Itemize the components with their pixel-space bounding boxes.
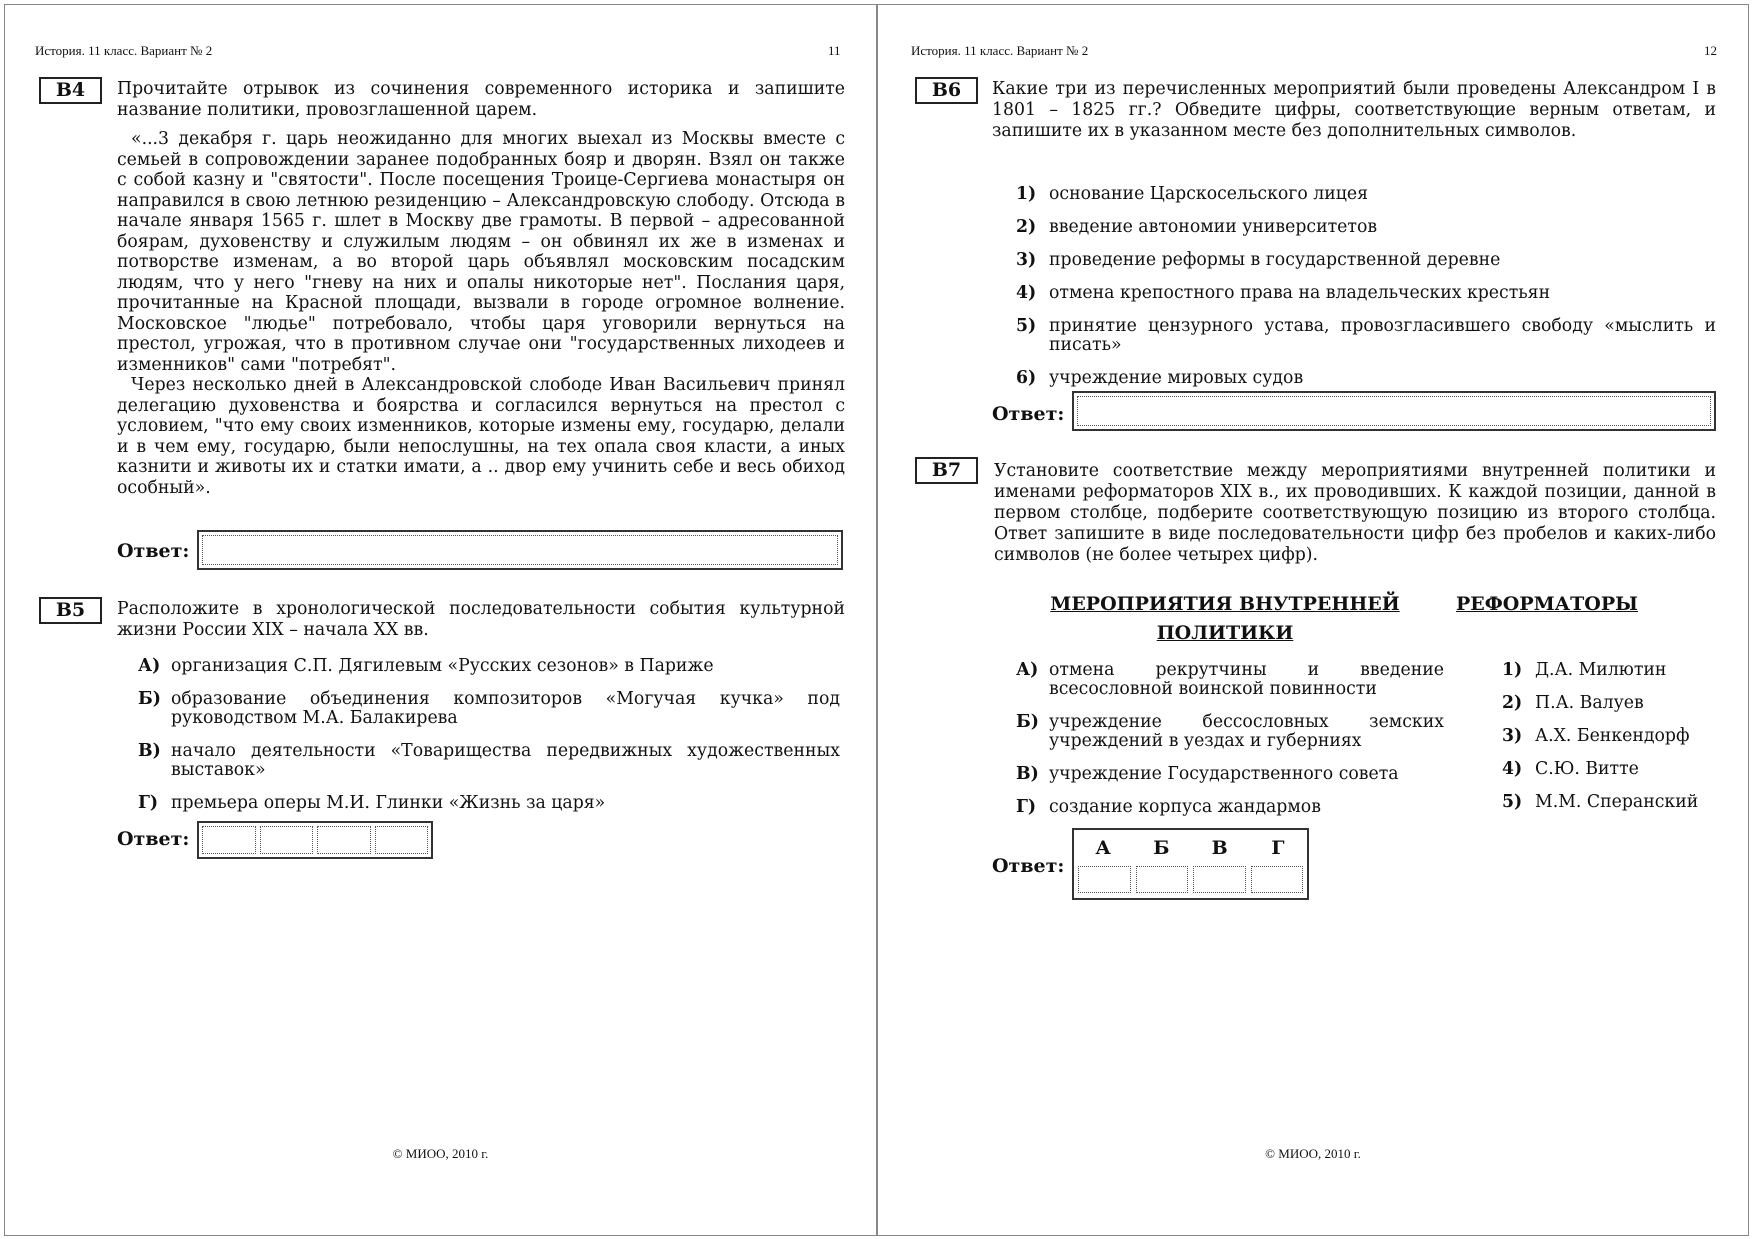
grid-header: В: [1211, 837, 1228, 859]
list-item: В) начало деятельности «Товарищества передвижных художественных выставок»: [138, 741, 840, 780]
answer-field-b4[interactable]: [197, 530, 843, 570]
question-label-b4: В4: [39, 77, 102, 104]
list-item: 3) А.Х. Бенкендорф: [1502, 726, 1690, 746]
list-item: 5) М.М. Сперанский: [1502, 792, 1699, 812]
page-footer: © МИОО, 2010 г.: [1265, 1146, 1361, 1161]
list-item: 6) учреждение мировых судов: [1016, 368, 1304, 388]
answer-label-b4: Ответ:: [117, 540, 190, 562]
list-item: 4) С.Ю. Витте: [1502, 759, 1639, 779]
answer-cell[interactable]: [202, 826, 256, 854]
answer-field-b6[interactable]: [1072, 391, 1716, 431]
answer-label-b6: Ответ:: [992, 403, 1065, 425]
answer-cell[interactable]: [1251, 866, 1304, 893]
answer-label-b5: Ответ:: [117, 828, 190, 850]
list-item: В) учреждение Государственного совета: [1016, 764, 1399, 784]
answer-cell[interactable]: [1078, 866, 1131, 893]
answer-cell[interactable]: [317, 826, 371, 854]
list-item: 5) принятие цензурного устава, провозгласившего свободу «мыслить и писать»: [1016, 316, 1716, 355]
answer-cells-b5[interactable]: [197, 821, 433, 859]
b7-reformers: [1502, 661, 1722, 826]
column-title-measures: МЕРОПРИЯТИЯ ВНУТРЕННЕЙ ПОЛИТИКИ: [1050, 593, 1400, 644]
column-title-reformers: РЕФОРМАТОРЫ: [1456, 593, 1638, 615]
page-footer: © МИОО, 2010 г.: [392, 1146, 489, 1161]
grid-header: Б: [1153, 837, 1170, 859]
question-label-b7: В7: [915, 457, 978, 484]
question-b5-text: Расположите в хронологической последовательности события культурной жизни России XIX – начала XX вв.: [117, 599, 845, 640]
list-item: 1) основание Царскосельского лицея: [1016, 184, 1368, 204]
list-item: А) отмена рекрутчины и введение всесословной воинской повинности: [1016, 660, 1444, 699]
excerpt-paragraph-2: Через несколько дней в Александровской слободе Иван Васильевич принял делегацию духовенства и боярства и согласился вернуться на престол с условием, "что ему своих изменников, которые измены ему, государю, делали и в чем ему, государю, были непослушны, на тех опала своя класти, а иных казнити и животы их и статки имати, а .. двор ему учинить себе и весь обиход особный».: [117, 375, 845, 498]
question-b4-text: Прочитайте отрывок из сочинения современного историка и запишите название политики, провозглашенной царем.: [117, 79, 845, 120]
question-label-b6: В6: [915, 77, 978, 104]
question-b6-text: Какие три из перечисленных мероприятий были проведены Александром I в 1801 – 1825 гг.? Обведите цифры, соответствующие верным ответам, и запишите их в указанном месте без дополнительных символов.: [992, 79, 1716, 141]
page-header: История. 11 класс. Вариант № 2: [911, 43, 1089, 58]
right-page: [877, 4, 1749, 1236]
list-item: Б) образование объединения композиторов «Могучая кучка» под руководством М.А. Балакирева: [138, 689, 840, 728]
answer-label-b7: Ответ:: [992, 855, 1065, 877]
list-item: 3) проведение реформы в государственной деревне: [1016, 250, 1501, 270]
excerpt-paragraph-1: «...3 декабря г. царь неожиданно для многих выехал из Москвы вместе с семьей в сопровождении заранее подобранных бояр и дворян. Взял он также с собой казну и "святости". После посещения Троице-Сергиева монастыря он направился в свою летнюю резиденцию – Александровскую слободу. Отсюда в начале января 1565 г. шлет в Москву две грамоты. В первой – адресованной боярам, духовенству и служилым людям – он обвинял их же в изменах и потворстве изменам, а во второй царь объявлял московским посадским людям, что у него "гневу на них и опалы никоторые нет". Послания царя, прочитанные на Красной площади, вызвали в городе огромное волнение. Московское "людье" потребовало, чтобы царя уговорили вернуться на престол, угрожая, что в противном случае они "государственных лиходеев и изменников" сами "потребят".: [117, 129, 845, 375]
answer-grid-b7: [1072, 828, 1309, 900]
answer-cell[interactable]: [1193, 866, 1246, 893]
answer-cell[interactable]: [1136, 866, 1189, 893]
list-item: Г) премьера оперы М.И. Глинки «Жизнь за царя»: [138, 793, 606, 813]
list-item: А) организация С.П. Дягилевым «Русских сезонов» в Париже: [138, 656, 714, 676]
page-header: История. 11 класс. Вариант № 2: [35, 43, 213, 58]
list-item: 4) отмена крепостного права на владельческих крестьян: [1016, 283, 1551, 303]
answer-cell[interactable]: [375, 826, 429, 854]
page-number: 11: [828, 43, 841, 58]
grid-header: Г: [1271, 837, 1285, 859]
grid-header: А: [1095, 837, 1111, 859]
page-number: 12: [1704, 43, 1717, 58]
b6-options: [1016, 185, 1716, 402]
list-item: 2) П.А. Валуев: [1502, 693, 1644, 713]
list-item: Б) учреждение бессословных земских учреждений в уездах и губерниях: [1016, 712, 1444, 751]
list-item: 1) Д.А. Милютин: [1502, 660, 1667, 680]
b7-measures: [1016, 661, 1444, 831]
b5-options: [138, 657, 840, 827]
list-item: Г) создание корпуса жандармов: [1016, 797, 1321, 817]
left-page: [4, 4, 877, 1236]
question-label-b5: В5: [39, 597, 102, 624]
source-excerpt: [117, 129, 845, 498]
question-b7-text: Установите соответствие между мероприятиями внутренней политики и именами реформаторов XIX в., их проводивших. К каждой позиции, данной в первом столбце, подберите соответствующую позицию из второго столбца. Ответ запишите в виде последовательности цифр без пробелов и каких-либо символов (не более четырех цифр).: [994, 461, 1716, 565]
answer-cell[interactable]: [260, 826, 314, 854]
list-item: 2) введение автономии университетов: [1016, 217, 1378, 237]
